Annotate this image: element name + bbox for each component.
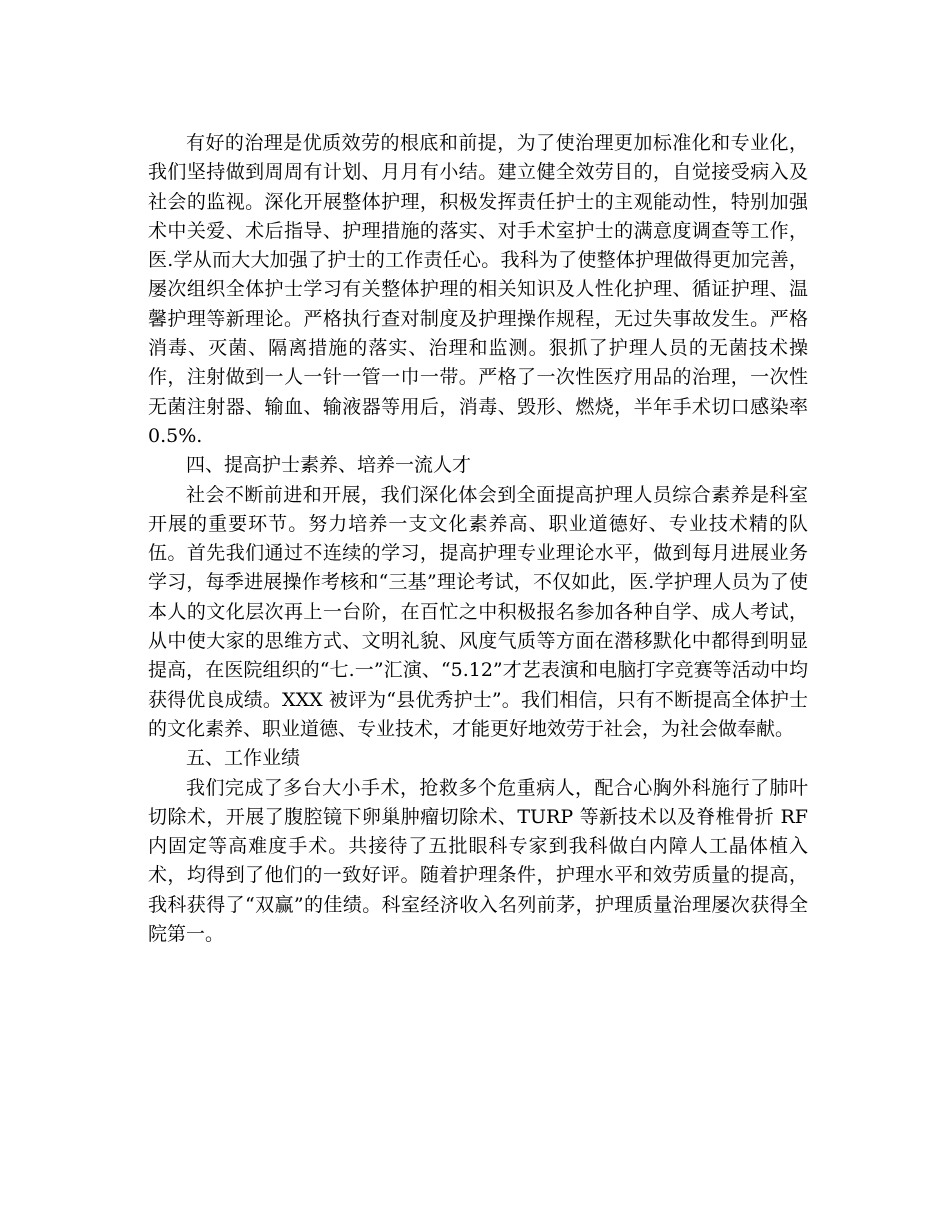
paragraph-management: 有好的治理是优质效劳的根底和前提，为了使治理更加标准化和专业化，我们坚持做到周周有计划、月月有小结。建立健全效劳目的，自觉接受病入及社会的监视。深化开展整体护理，积极发挥责任护士的主观能动性，特别加强术中关爱、术后指导、护理措施的落实、对手术室护士的满意度调查等工作，医.学从而大大加强了护士的工作责任心。我科为了使整体护理做得更加完善，屡次组织全体护士学习有关整体护理的相关知识及人性化护理、循证护理、温馨护理等新理论。严格执行查对制度及护理操作规程，无过失事故发生。严格消毒、灭菌、隔离措施的落实、治理和监测。狠抓了护理人员的无菌技术操作，注射做到一人一针一管一巾一带。严格了一次性医疗用品的治理，一次性无菌注射器、输血、输液器等用后，消毒、毁形、燃烧，半年手术切口感染率 0.5%.	[148, 132, 808, 447]
section-heading-achievements: 五、工作业绩	[186, 747, 301, 770]
document-body	[148, 129, 808, 949]
section-heading-nurse-quality: 四、提高护士素养、培养一流人才	[186, 454, 472, 477]
paragraph-achievements: 我们完成了多台大小手术，抢救多个危重病人，配合心胸外科施行了肺叶切除术，开展了腹腔镜下卵巢肿瘤切除术、TURP 等新技术以及脊椎骨折 RF 内固定等高难度手术。共接待了五批眼科专家到我科做白内障人工晶体植入术，均得到了他们的一致好评。随着护理条件，护理水平和效劳质量的提高，我科获得了“双赢”的佳绩。科室经济收入名列前茅，护理质量治理屡次获得全院第一。	[148, 776, 808, 946]
paragraph-nurse-quality: 社会不断前进和开展，我们深化体会到全面提高护理人员综合素养是科室开展的重要环节。努力培养一支文化素养高、职业道德好、专业技术精的队伍。首先我们通过不连续的学习，提高护理专业理论水平，做到每月进展业务学习，每季进展操作考核和“三基”理论考试，不仅如此，医.学护理人员为了使本人的文化层次再上一台阶，在百忙之中积极报名参加各种自学、成人考试，从中使大家的思维方式、文明礼貌、风度气质等方面在潜移默化中都得到明显提高，在医院组织的“七.一”汇演、“5.12”才艺表演和电脑打字竞赛等活动中均获得优良成绩。XXX 被评为“县优秀护士”。我们相信，只有不断提高全体护士的文化素养、职业道德、专业技术，才能更好地效劳于社会，为社会做奉献。	[148, 483, 808, 740]
